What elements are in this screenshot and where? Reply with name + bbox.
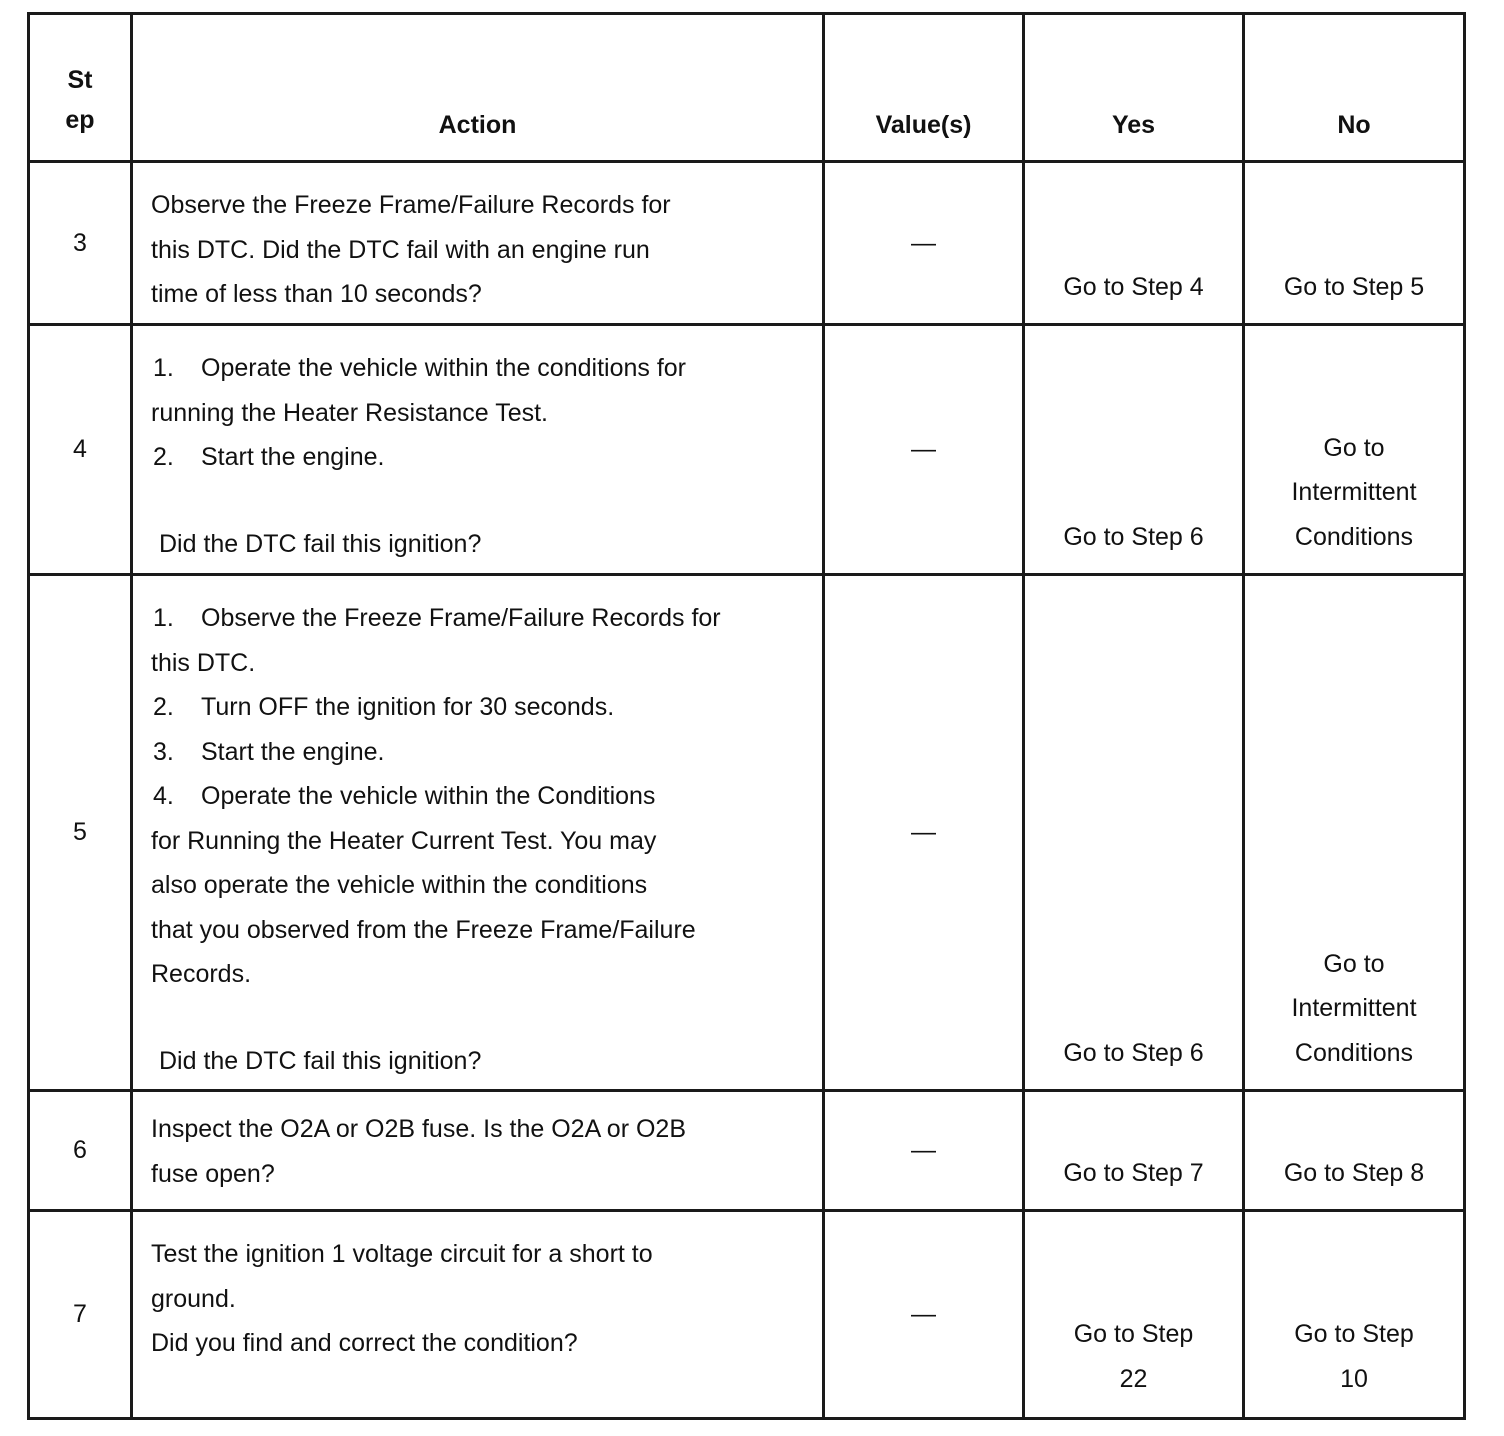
- action-item: [151, 774, 804, 819]
- action-line: Operate the vehicle within the conditions for: [201, 354, 686, 382]
- item-number: 2.: [153, 693, 174, 721]
- table-row-step-5: [29, 575, 1465, 1091]
- action-cell: [132, 325, 824, 575]
- table-row-step-3: [29, 162, 1465, 325]
- action-line: that you observed from the Freeze Frame/Failure: [151, 915, 696, 944]
- no-link: Intermittent: [1291, 478, 1417, 506]
- yes-link: Go to Step 7: [1063, 1158, 1204, 1187]
- yes-link: Go to Step 6: [1063, 522, 1204, 551]
- action-line: running the Heater Resistance Test.: [151, 398, 548, 427]
- value-cell: —: [824, 325, 1024, 575]
- value-cell: —: [824, 575, 1024, 1091]
- action-item: [151, 435, 804, 480]
- action-line: Records.: [151, 960, 252, 988]
- item-number: 4.: [153, 782, 174, 810]
- header-no: No: [1244, 14, 1465, 162]
- action-line: also operate the vehicle within the conditions: [151, 871, 648, 899]
- value-cell: —: [824, 1211, 1024, 1419]
- no-cell: [1244, 575, 1465, 1091]
- action-line: Did you find and correct the condition?: [151, 1329, 578, 1357]
- value-cell: —: [824, 162, 1024, 325]
- action-line: Inspect the O2A or O2B fuse. Is the O2A or O2B: [151, 1115, 687, 1143]
- header-yes: Yes: [1024, 14, 1244, 162]
- no-cell: [1244, 1091, 1465, 1211]
- action-cell: [132, 1211, 824, 1419]
- step-number: 3: [29, 162, 132, 325]
- no-link: Go to Step 5: [1283, 272, 1425, 301]
- no-link: Go to Step: [1294, 1320, 1414, 1348]
- yes-cell: [1024, 1211, 1244, 1419]
- action-line: this DTC.: [151, 648, 256, 677]
- header-step: [29, 14, 132, 162]
- action-cell: [132, 162, 824, 325]
- action-line: Operate the vehicle within the Conditions: [201, 782, 656, 810]
- action-line: ground.: [151, 1284, 236, 1313]
- no-link: Intermittent: [1291, 994, 1417, 1022]
- action-question: Did the DTC fail this ignition?: [159, 1046, 482, 1075]
- header-action: Action: [132, 14, 824, 162]
- header-row: [29, 14, 1465, 162]
- action-item: [151, 730, 804, 775]
- action-item: [151, 346, 804, 391]
- header-step-line2: ep: [65, 106, 95, 134]
- table-row-step-4: [29, 325, 1465, 575]
- yes-link: 22: [1119, 1364, 1148, 1393]
- action-line: Observe the Freeze Frame/Failure Records for: [151, 191, 671, 219]
- step-number: 6: [29, 1091, 132, 1211]
- item-number: 3.: [153, 737, 174, 766]
- item-number: 2.: [153, 443, 174, 471]
- yes-cell: [1024, 1091, 1244, 1211]
- action-item: [151, 685, 804, 730]
- action-line: for Running the Heater Current Test. You may: [151, 826, 657, 855]
- table-row-step-7: [29, 1211, 1465, 1419]
- no-cell: [1244, 162, 1465, 325]
- item-number: 1.: [153, 354, 174, 382]
- action-line: Test the ignition 1 voltage circuit for a short to: [151, 1240, 653, 1268]
- yes-cell: [1024, 325, 1244, 575]
- action-item: [151, 596, 804, 641]
- header-step-line1: St: [67, 66, 93, 94]
- yes-cell: [1024, 162, 1244, 325]
- yes-link: Go to Step 4: [1063, 272, 1204, 301]
- action-line: fuse open?: [151, 1159, 275, 1188]
- action-line: Turn OFF the ignition for 30 seconds.: [201, 693, 615, 721]
- no-cell: [1244, 1211, 1465, 1419]
- yes-link: Go to Step: [1073, 1320, 1194, 1348]
- action-line: this DTC. Did the DTC fail with an engine run: [151, 235, 650, 264]
- no-link: Conditions: [1294, 1038, 1414, 1067]
- action-line: time of less than 10 seconds?: [151, 280, 482, 308]
- step-number: 5: [29, 575, 132, 1091]
- value-cell: —: [824, 1091, 1024, 1211]
- diagnostic-table: [27, 12, 1466, 1420]
- action-cell: [132, 1091, 824, 1211]
- no-cell: [1244, 325, 1465, 575]
- action-question: Did the DTC fail this ignition?: [159, 529, 482, 558]
- no-link: Go to Step 8: [1283, 1158, 1425, 1187]
- header-values: Value(s): [824, 14, 1024, 162]
- action-line: Observe the Freeze Frame/Failure Records for: [201, 604, 721, 632]
- no-link: Conditions: [1294, 522, 1414, 551]
- no-link: Go to: [1323, 433, 1385, 462]
- item-number: 1.: [153, 604, 174, 632]
- step-number: 4: [29, 325, 132, 575]
- no-link: 10: [1340, 1364, 1368, 1393]
- table-row-step-6: [29, 1091, 1465, 1211]
- yes-link: Go to Step 6: [1063, 1038, 1204, 1067]
- no-link: Go to: [1323, 949, 1385, 978]
- yes-cell: [1024, 575, 1244, 1091]
- action-line: Start the engine.: [201, 443, 385, 471]
- action-cell: [132, 575, 824, 1091]
- step-number: 7: [29, 1211, 132, 1419]
- action-line: Start the engine.: [201, 737, 385, 766]
